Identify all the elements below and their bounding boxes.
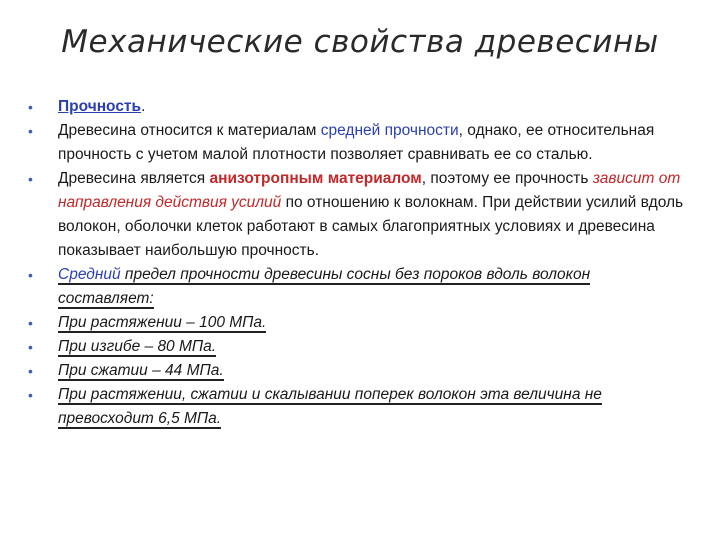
bullet-icon: •	[28, 315, 33, 331]
bullet-item	[26, 311, 686, 335]
bullet-item	[26, 119, 686, 167]
bullet-icon: •	[28, 123, 33, 139]
italic-highlight: зависит от направления действия усилий	[58, 170, 681, 211]
bullet-text: , однако, ее относительная прочность с учетом малой плотности позволяет сравнивать ее со сталью.	[58, 122, 655, 163]
bullet-text: Древесина относится к материалам	[58, 122, 321, 139]
bullet-item	[26, 263, 686, 311]
strength-term: Прочность	[58, 98, 142, 115]
bullet-text: При сжатии – 44 МПа.	[58, 362, 224, 379]
bullet-icon: •	[28, 339, 33, 355]
bullet-list	[26, 95, 686, 431]
bullet-text: При изгибе – 80 МПа.	[58, 338, 217, 355]
bullet-text: , поэтому ее прочность	[421, 170, 593, 187]
highlight-text: средней прочности	[320, 122, 459, 139]
slide-title: Механические свойства древесины	[61, 24, 659, 60]
bullet-icon: •	[28, 171, 33, 187]
bullet-text: по отношению к волокнам. При действии усилий вдоль волокон, оболочки клеток работают в самых благоприятных условиях и древесина показывает наибольшую прочность.	[58, 194, 684, 259]
bullet-text: При растяжении – 100 МПа.	[58, 314, 267, 331]
bullet-text: При растяжении, сжатии и скалывании поперек волокон эта величина не превосходит 6,5 МПа.	[58, 386, 602, 427]
bullet-text: .	[141, 98, 146, 115]
bullet-icon: •	[28, 363, 33, 379]
bullet-item	[26, 359, 686, 383]
bullet-item	[26, 383, 686, 431]
bullet-icon: •	[28, 387, 33, 403]
bullet-icon: •	[28, 99, 33, 115]
highlight-text: анизотропным материалом	[209, 170, 422, 187]
bullet-text: Древесина является	[58, 170, 210, 187]
bullet-text: предел прочности древесины сосны без пороков вдоль волокон составляет:	[58, 266, 591, 307]
bullet-item	[26, 95, 686, 119]
bullet-item	[26, 335, 686, 359]
bullet-icon: •	[28, 267, 33, 283]
bullet-item	[26, 167, 686, 263]
highlight-text: Средний	[58, 266, 121, 283]
